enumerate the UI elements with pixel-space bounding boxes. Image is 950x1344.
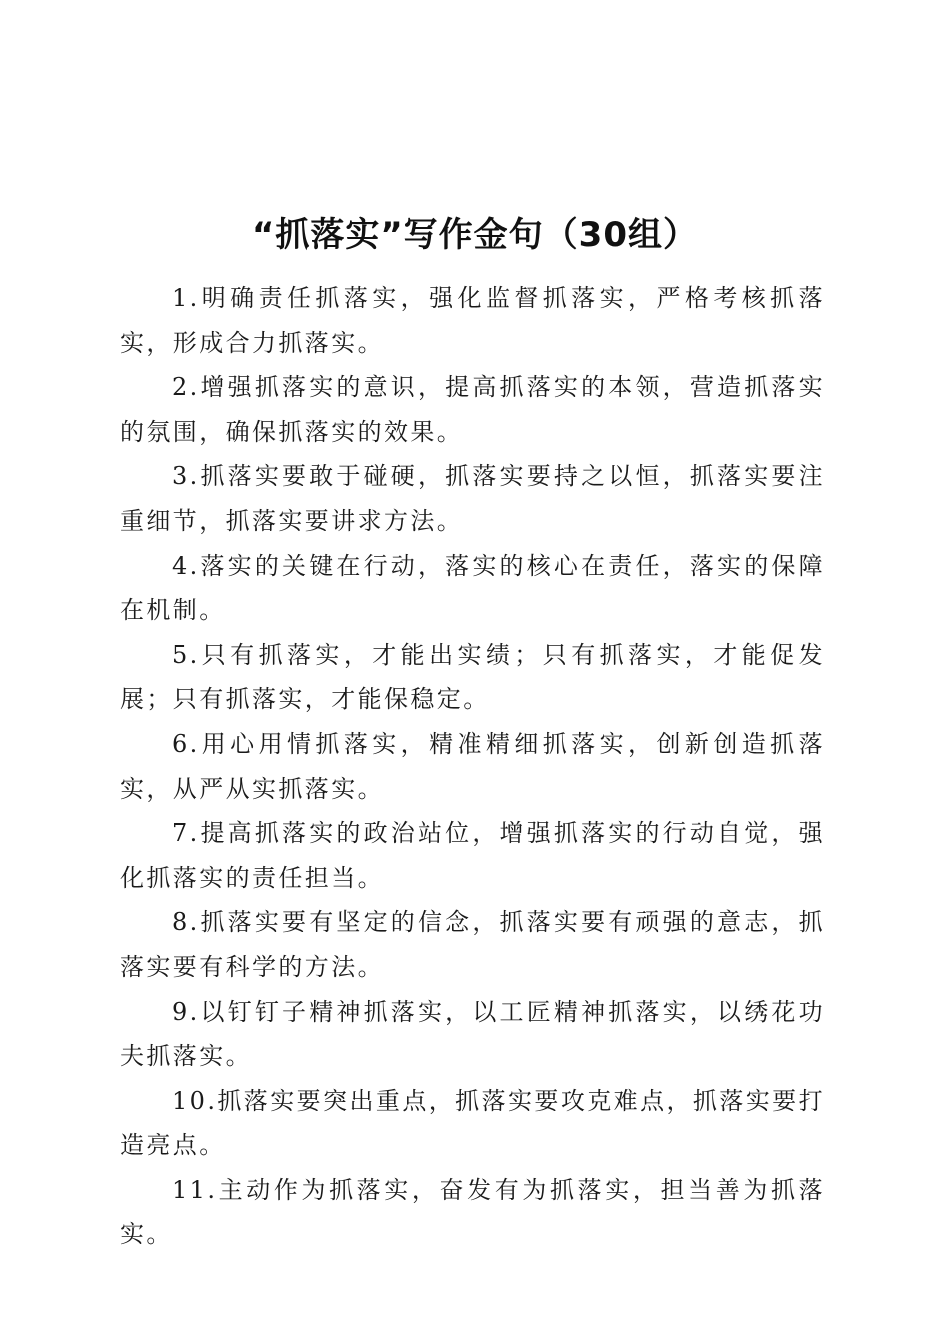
- paragraph-7: 7.提高抓落实的政治站位，增强抓落实的行动自觉，强化抓落实的责任担当。: [120, 819, 825, 892]
- paragraph-2: 2.增强抓落实的意识，提高抓落实的本领，营造抓落实的氛围，确保抓落实的效果。: [120, 373, 825, 446]
- document-body: [120, 276, 825, 1257]
- document-title: “抓落实”写作金句（30组）: [251, 215, 698, 255]
- paragraph-4: 4.落实的关键在行动，落实的核心在责任，落实的保障在机制。: [120, 551, 825, 625]
- paragraph-8: 8.抓落实要有坚定的信念，抓落实要有顽强的意志，抓落实要有科学的方法。: [120, 908, 825, 981]
- paragraph-11: 11.主动作为抓落实，奋发有为抓落实，担当善为抓落实。: [120, 1175, 825, 1249]
- paragraph-9: 9.以钉钉子精神抓落实，以工匠精神抓落实，以绣花功夫抓落实。: [120, 997, 825, 1071]
- paragraph-3: 3.抓落实要敢于碰硬，抓落实要持之以恒，抓落实要注重细节，抓落实要讲求方法。: [120, 462, 825, 535]
- paragraph-1: 1.明确责任抓落实，强化监督抓落实，严格考核抓落实，形成合力抓落实。: [120, 284, 825, 357]
- paragraph-6: 6.用心用情抓落实，精准精细抓落实，创新创造抓落实，从严从实抓落实。: [120, 729, 825, 803]
- paragraph-5: 5.只有抓落实，才能出实绩；只有抓落实，才能促发展；只有抓落实，才能保稳定。: [120, 640, 825, 714]
- paragraph-10: 10.抓落实要突出重点，抓落实要攻克难点，抓落实要打造亮点。: [120, 1086, 825, 1160]
